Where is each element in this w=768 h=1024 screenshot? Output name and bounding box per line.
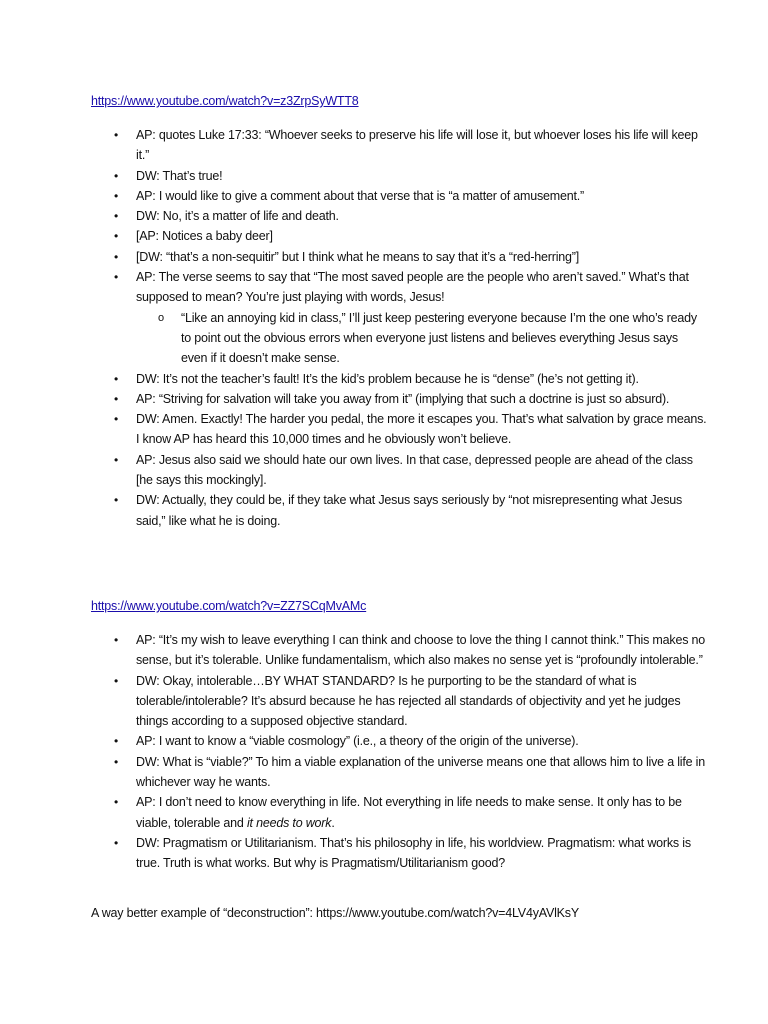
youtube-link-1[interactable]: https://www.youtube.com/watch?v=z3ZrpSyWTT8 (91, 94, 359, 108)
sub-bullet: o (158, 311, 164, 324)
list-item: • AP: “Striving for salvation will take you away from it” (implying that such a doctrine is just so absurd). (0, 389, 768, 409)
bullet: • (114, 493, 119, 508)
bullet: • (114, 270, 119, 285)
footer-note: A way better example of “deconstruction”: https://www.youtube.com/watch?v=4LV4yAVlKsY (91, 906, 579, 920)
list-item: • DW: Okay, intolerable…BY WHAT STANDARD? Is he purporting to be the standard of what is tolerable/intolerable? It’s absurd because he has rejected all standards of objectivity and yet he judges things according to a supposed objective standard. (0, 671, 768, 732)
bullet: • (114, 673, 119, 688)
bullet: • (114, 835, 119, 850)
bullet: • (114, 229, 119, 244)
bullet: • (114, 734, 119, 749)
bullet: • (114, 412, 119, 427)
bullet: • (114, 168, 119, 183)
bullet: • (114, 633, 119, 647)
notes-list-2 (0, 630, 768, 874)
list-item: • DW: What is “viable?” To him a viable explanation of the universe means one that allows him to live a life in whichever way he wants. (0, 752, 768, 793)
bullet: • (114, 795, 119, 810)
list-item: • [DW: “that’s a non-sequitir” but I think what he means to say that it’s a “red-herring”] (0, 247, 768, 267)
italic-phrase: it needs to work (246, 815, 332, 830)
list-item: • AP: The verse seems to say that “The most saved people are the people who aren’t saved.” What’s that supposed to mean? You’re just playing with words, Jesus! (0, 267, 768, 308)
list-item: • AP: “It’s my wish to leave everything I can think and choose to love the thing I cannot think.” This makes no sense, but it’s tolerable. Unlike fundamentalism, which also makes no sense yet is “profoundly intolerable.” (0, 630, 768, 671)
bullet: • (114, 128, 119, 142)
list-item: • AP: I don’t need to know everything in life. Not everything in life needs to make sense. It only has to be viable, tolerable and it needs to work. (0, 792, 768, 833)
list-item: • AP: I would like to give a comment about that verse that is “a matter of amusement.” (0, 186, 768, 206)
bullet: • (114, 391, 119, 406)
bullet: • (114, 188, 119, 203)
list-item: • [AP: Notices a baby deer] (0, 226, 768, 246)
bullet: • (114, 209, 119, 224)
bullet: • (114, 249, 119, 264)
bullet: • (114, 452, 119, 467)
list-item: • DW: Actually, they could be, if they take what Jesus says seriously by “not misrepresenting what Jesus said,” like what he is doing. (0, 490, 768, 531)
youtube-link-2[interactable]: https://www.youtube.com/watch?v=ZZ7SCqMvAMc (91, 599, 367, 613)
list-item: • AP: quotes Luke 17:33: “Whoever seeks to preserve his life will lose it, but whoever loses his life will keep it.” (0, 125, 768, 166)
list-item: • DW: That’s true! (0, 166, 768, 186)
list-item: • AP: Jesus also said we should hate our own lives. In that case, depressed people are ahead of the class [he says this mockingly]. (0, 450, 768, 491)
list-item: • DW: It’s not the teacher’s fault! It’s the kid’s problem because he is “dense” (he’s not getting it). (0, 369, 768, 389)
list-item: • DW: Amen. Exactly! The harder you pedal, the more it escapes you. That’s what salvation by grace means. I know AP has heard this 10,000 times and he obviously won’t believe. (0, 409, 768, 450)
bullet: • (114, 371, 119, 386)
list-item: • DW: No, it’s a matter of life and death. (0, 206, 768, 226)
bullet: • (114, 754, 119, 769)
notes-list-1 (0, 125, 768, 531)
list-item: • AP: I want to know a “viable cosmology” (i.e., a theory of the origin of the universe). (0, 731, 768, 751)
list-item: • DW: Pragmatism or Utilitarianism. That’s his philosophy in life, his worldview. Pragmatism: what works is true. Truth is what works. But why is Pragmatism/Utilitarianism good? (0, 833, 768, 874)
sub-list-item: o “Like an annoying kid in class,” I’ll just keep pestering everyone because I’m the one who’s ready to point out the obvious errors when everyone just listens and believes everything Jesus says even if it doesn’t make sense. (0, 308, 768, 369)
